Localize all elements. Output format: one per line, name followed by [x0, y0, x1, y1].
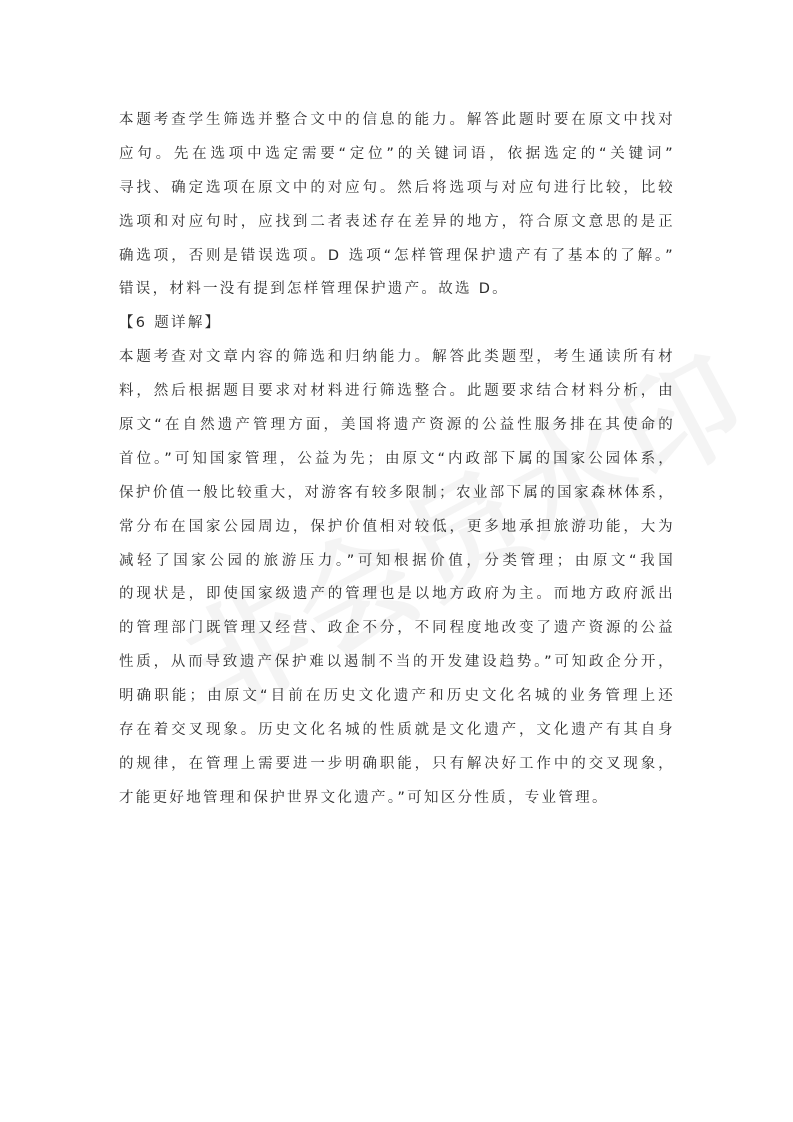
answer-explanation-text [119, 104, 675, 816]
text-line: 减轻了国家公园的旅游压力。”可知根据价值，分类管理；由原文“我国 [119, 552, 675, 569]
text-line: 保护价值一般比较重大，对游客有较多限制；农业部下属的国家森林体系， [119, 484, 675, 501]
text-line: 本题考查对文章内容的筛选和归纳能力。解答此类题型，考生通读所有材 [119, 349, 675, 366]
text-line: 寻找、确定选项在原文中的对应句。然后将选项与对应句进行比较，比较 [119, 179, 675, 196]
text-line: 明确职能；由原文“目前在历史文化遗产和历史文化名城的业务管理上还 [119, 688, 675, 705]
text-line: 首位。”可知国家管理，公益为先；由原文“内政部下属的国家公园体系， [119, 450, 675, 467]
section-heading: 【6 题详解】 [119, 315, 222, 332]
text-line: 性质，从而导致遗产保护难以遏制不当的开发建设趋势。”可知政企分开， [119, 654, 675, 671]
text-line: 常分布在国家公园周边，保护价值相对较低，更多地承担旅游功能，大为 [119, 518, 675, 535]
text-line: 应句。先在选项中选定需要“定位”的关键词语，依据选定的“关键词” [119, 145, 675, 162]
text-line: 的管理部门既管理又经营、政企不分，不同程度地改变了遗产资源的公益 [119, 620, 675, 637]
text-line: 原文“在自然遗产管理方面，美国将遗产资源的公益性服务排在其使命的 [119, 417, 675, 434]
text-line: 选项和对应句时，应找到二者表述存在差异的地方，符合原文意思的是正 [119, 213, 675, 230]
text-line: 错误，材料一没有提到怎样管理保护遗产。故选 D。 [119, 281, 509, 298]
text-line: 的规律，在管理上需要进一步明确职能，只有解决好工作中的交叉现象， [119, 755, 675, 772]
text-line: 才能更好地管理和保护世界文化遗产。”可知区分性质，专业管理。 [119, 789, 609, 806]
text-line: 料，然后根据题目要求对材料进行筛选整合。此题要求结合材料分析，由 [119, 383, 675, 400]
text-line: 存在着交叉现象。历史文化名城的性质就是文化遗产，文化遗产有其自身 [119, 722, 675, 739]
text-line: 本题考查学生筛选并整合文中的信息的能力。解答此题时要在原文中找对 [119, 112, 675, 128]
text-line: 的现状是，即使国家级遗产的管理也是以地方政府为主。而地方政府派出 [119, 586, 675, 603]
text-line: 确选项，否则是错误选项。D 选项“怎样管理保护遗产有了基本的了解。” [119, 247, 675, 264]
